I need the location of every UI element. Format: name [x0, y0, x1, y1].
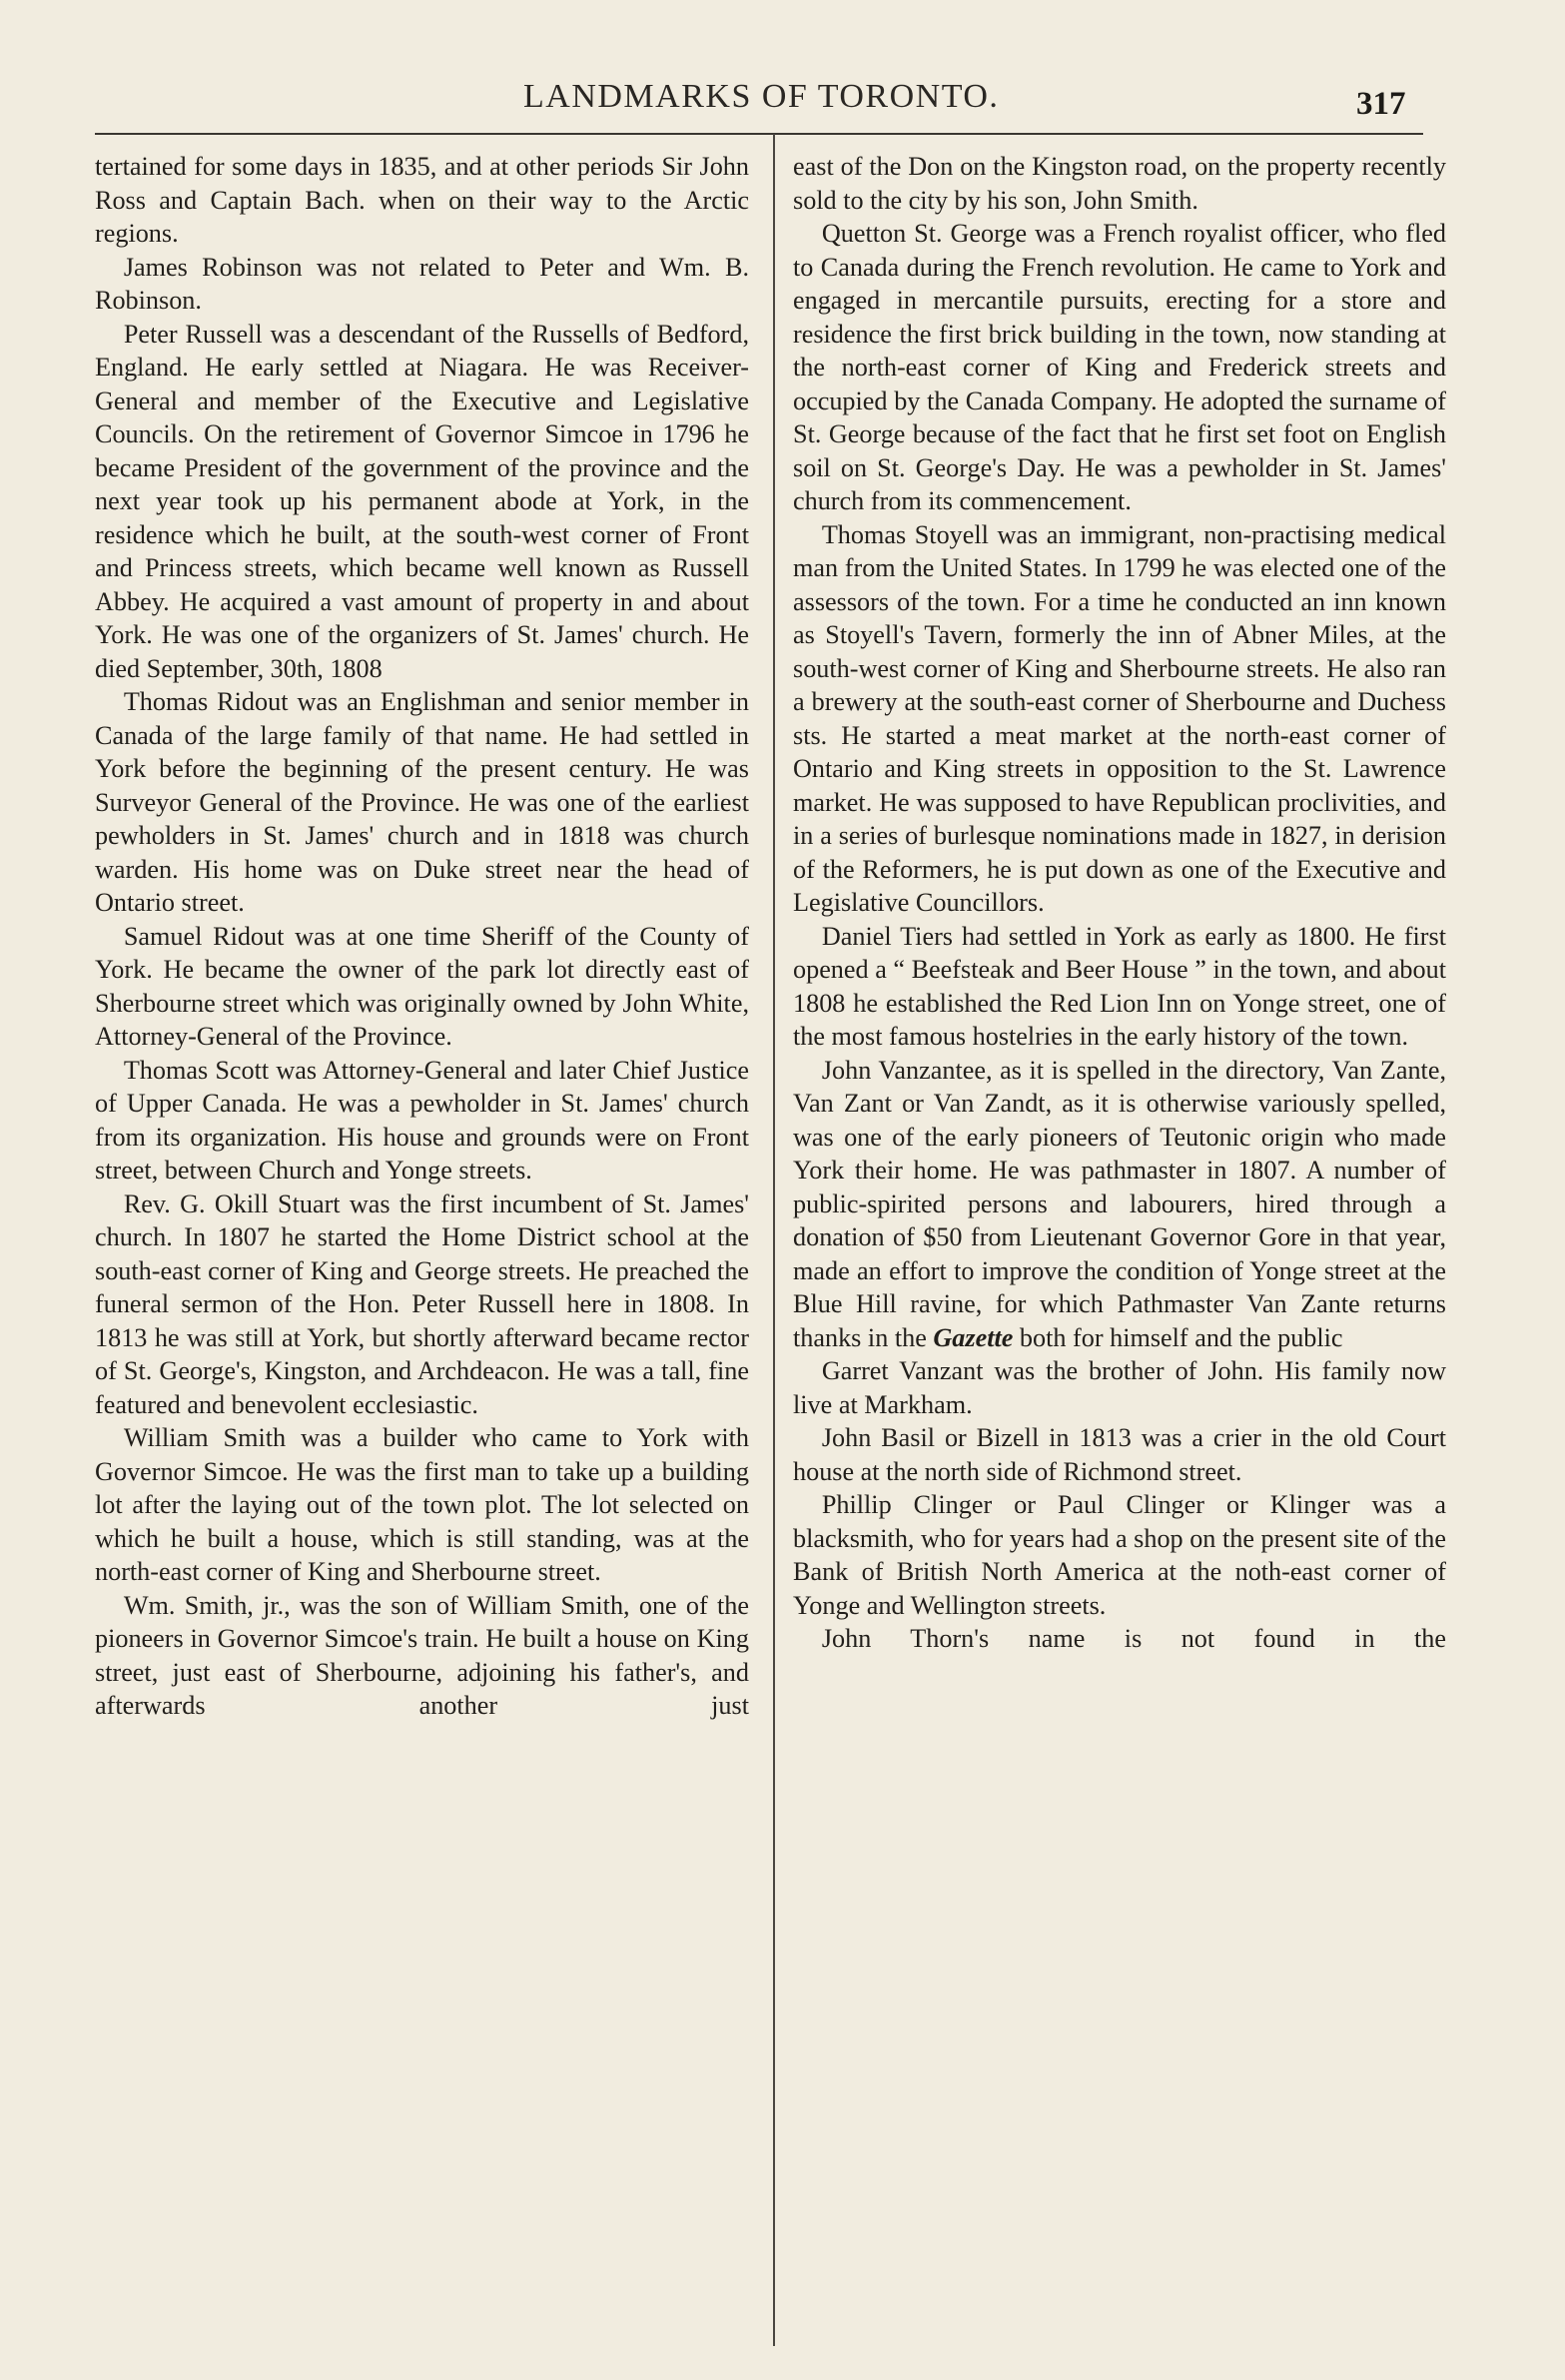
- running-title: LANDMARKS OF TORONTO.: [523, 78, 1000, 115]
- paragraph-thomas-stoyell: Thomas Stoyell was an immigrant, non-practising medical man from the United States. In 1799 he was elected one of the assessors of the town. For a time he conducted an inn known as Stoyell's Tavern, formerly the inn of Abner Miles, at the south-west corner of King and Sherbourne streets. He also ran a brewery at the south-east corner of Sherbourne and Duchess sts. He started a meat market at the north-east corner of Ontario and King streets in opposition to the St. Lawrence market. He was supposed to have Republican proclivities, and in a series of burlesque nominations made in 1827, in derision of the Reformers, he is put down as one of the Executive and Legislative Councillors.: [793, 519, 1446, 917]
- paragraph-phillip-clinger: Phillip Clinger or Paul Clinger or Klinger was a blacksmith, who for years had a shop on the present site of the Bank of British North America at the noth-east corner of Yonge and Wellington streets.: [793, 1490, 1446, 1620]
- paragraph-continued-smith: east of the Don on the Kingston road, on the property recently sold to the city by his son, John Smith.: [793, 152, 1446, 215]
- paragraph-daniel-tiers: Daniel Tiers had settled in York as early as 1800. He first opened a “ Beefsteak and Beer House ” in the town, and about 1808 he established the Red Lion Inn on Yonge street, one of the most famous hostelries in the early history of the town.: [793, 921, 1446, 1051]
- paragraph-continued-from-previous-page: tertained for some days in 1835, and at other periods Sir John Ross and Captain Bach. when on their way to the Arctic regions.: [95, 152, 749, 248]
- paragraph-okill-stuart: Rev. G. Okill Stuart was the first incumbent of St. James' church. In 1807 he started the Home District school at the south-east corner of King and George streets. He preached the funeral sermon of the Hon. Peter Russell here in 1808. In 1813 he was still at York, but shortly afterward became rector of St. George's, Kingston, and Archdeacon. He was a tall, fine featured and benevolent ecclesiastic.: [95, 1189, 749, 1419]
- running-head: [0, 78, 1565, 128]
- paragraph-wm-smith-jr: Wm. Smith, jr., was the son of William Smith, one of the pioneers in Governor Simcoe's train. He built a house on King street, just east of Sherbourne, adjoining his father's, and afterwards another just: [95, 1590, 749, 1720]
- paragraph-thomas-ridout: Thomas Ridout was an Englishman and senior member in Canada of the large family of that name. He had settled in York before the beginning of the present century. He was Surveyor General of the Province. He was one of the earliest pewholders in St. James' church and in 1818 was church warden. His home was on Duke street near the head of Ontario street.: [95, 687, 749, 917]
- right-column: [793, 150, 1446, 1656]
- gazette-title: Gazette: [933, 1322, 1014, 1352]
- vanzantee-text: John Vanzantee, as it is spelled in the directory, Van Zante, Van Zant or Van Zandt, as it is otherwise variously spelled, was one of the early pioneers of Teutonic origin who made York their home. He was pathmaster in 1807. A number of public-spirited persons and labourers, hired through a donation of $50 from Lieutenant Governor Gore in that year, made an effort to improve the condition of Yonge street at the Blue Hill ravine, for which Pathmaster Van Zante returns thanks in the: [793, 1055, 1446, 1352]
- header-rule: [95, 133, 1423, 135]
- paragraph-garret-vanzant: Garret Vanzant was the brother of John. His family now live at Markham.: [793, 1356, 1446, 1419]
- paragraph-quetton-st-george: Quetton St. George was a French royalist officer, who fled to Canada during the French revolution. He came to York and engaged in mercantile pursuits, erecting for a store and residence the first brick building in the town, now standing at the north-east corner of King and Frederick streets and occupied by the Canada Company. He adopted the surname of St. George because of the fact that he first set foot on English soil on St. George's Day. He was a pewholder in St. James' church from its commencement.: [793, 219, 1446, 515]
- paragraph-william-smith: William Smith was a builder who came to York with Governor Simcoe. He was the first man to take up a building lot after the laying out of the town plot. The lot selected on which he built a house, which is still standing, was at the north-east corner of King and Sherbourne street.: [95, 1423, 749, 1586]
- left-column: [95, 150, 749, 1723]
- paragraph-thomas-scott: Thomas Scott was Attorney-General and later Chief Justice of Upper Canada. He was a pewholder in St. James' church from its organization. His house and grounds were on Front street, between Church and Yonge streets.: [95, 1055, 749, 1185]
- page-number: 317: [1356, 86, 1406, 122]
- paragraph-john-vanzantee: [793, 1054, 1446, 1355]
- column-divider: [773, 134, 775, 2346]
- paragraph-john-thorn: John Thorn's name is not found in the: [821, 1624, 1446, 1653]
- paragraph-samuel-ridout: Samuel Ridout was at one time Sheriff of the County of York. He became the owner of the park lot directly east of Sherbourne street which was originally owned by John White, Attorney-General of the Province.: [95, 921, 749, 1051]
- vanzantee-text-end: both for himself and the public: [1019, 1322, 1343, 1352]
- paragraph-james-robinson: James Robinson was not related to Peter and Wm. B. Robinson.: [95, 252, 749, 315]
- paragraph-peter-russell: Peter Russell was a descendant of the Russells of Bedford, England. He early settled at Niagara. He was Receiver-General and member of the Executive and Legislative Councils. On the retirement of Governor Simcoe in 1796 he became President of the government of the province and the next year took up his permanent abode at York, in the residence which he built, at the south-west corner of Front and Princess streets, which became well known as Russell Abbey. He acquired a vast amount of property in and about York. He was one of the organizers of St. James' church. He died September, 30th, 1808: [95, 319, 749, 683]
- paragraph-john-basil: John Basil or Bizell in 1813 was a crier in the old Court house at the north side of Richmond street.: [793, 1423, 1446, 1486]
